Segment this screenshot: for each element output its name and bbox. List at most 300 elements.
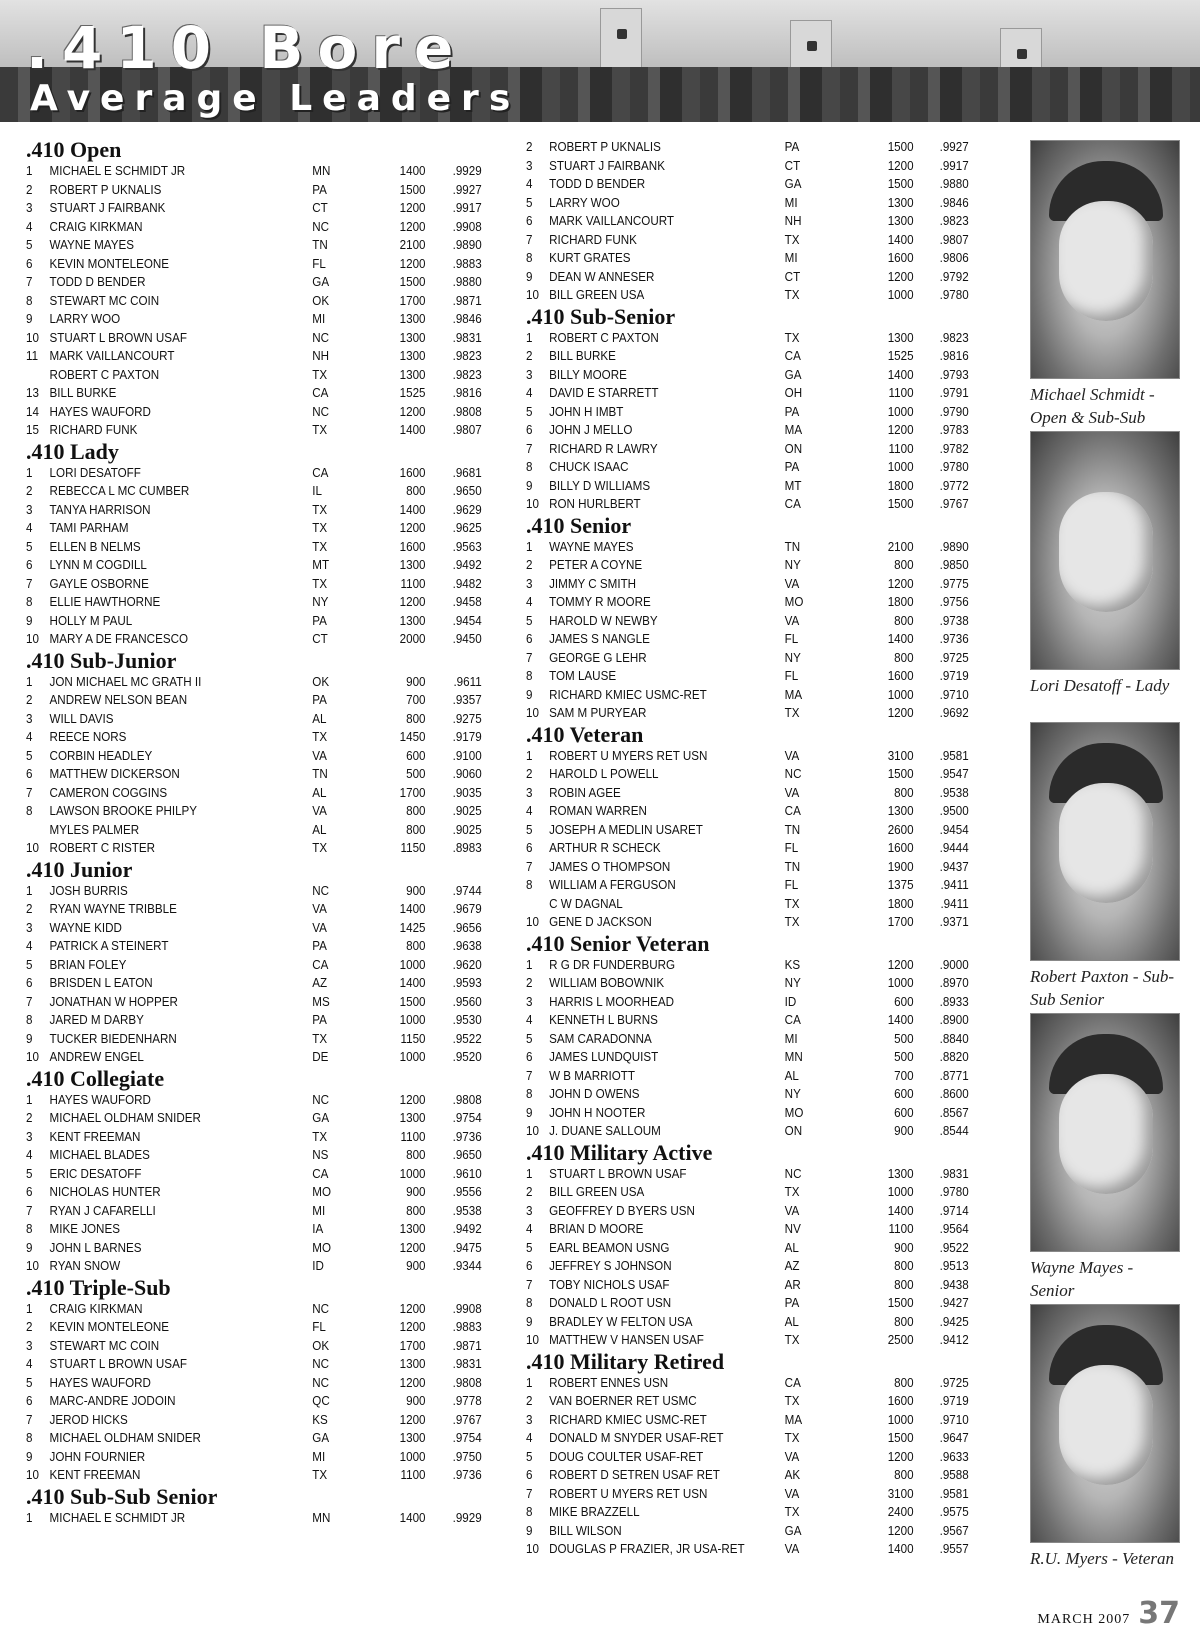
state-cell: CA bbox=[784, 349, 801, 363]
leader-row bbox=[26, 802, 482, 821]
average-cell: .9588 bbox=[939, 1468, 969, 1482]
leader-row bbox=[526, 1165, 969, 1184]
rank-cell: 3 bbox=[26, 1129, 33, 1144]
rank-cell: 10 bbox=[26, 1468, 39, 1482]
shooter-name-cell: KENT FREEMAN bbox=[49, 1468, 141, 1482]
rank-cell: 8 bbox=[26, 595, 33, 609]
leader-row bbox=[526, 1257, 969, 1276]
leader-row bbox=[526, 157, 969, 176]
rank-cell: 10 bbox=[26, 1259, 39, 1273]
leader-row bbox=[26, 162, 482, 181]
rank-cell: 10 bbox=[26, 841, 39, 855]
targets-cell: 1200 bbox=[887, 269, 914, 284]
average-cell: .9681 bbox=[452, 465, 482, 480]
leader-row bbox=[526, 704, 969, 723]
leader-row bbox=[26, 329, 482, 348]
state-cell: NH bbox=[312, 349, 330, 363]
state-cell: MA bbox=[784, 423, 803, 437]
state-cell: MO bbox=[312, 1240, 332, 1255]
state-cell: FL bbox=[784, 632, 799, 646]
shooter-name-cell: ROBERT P UKNALIS bbox=[49, 182, 162, 197]
state-cell: FL bbox=[784, 841, 799, 855]
leader-row bbox=[26, 273, 482, 292]
targets-cell: 1200 bbox=[399, 521, 426, 535]
photo-caption: Robert Paxton - Sub-Sub Senior bbox=[1030, 967, 1174, 1009]
leader-row bbox=[26, 1146, 482, 1165]
targets-cell: 2400 bbox=[887, 1505, 914, 1519]
leader-row bbox=[26, 673, 482, 692]
targets-cell: 1300 bbox=[887, 214, 914, 228]
targets-cell: 1300 bbox=[887, 804, 914, 818]
shooter-name-cell: ROBERT C RISTER bbox=[49, 841, 156, 855]
section-title: .410 Sub-Senior bbox=[526, 303, 676, 329]
shooter-name-cell: J. DUANE SALLOUM bbox=[549, 1124, 661, 1138]
average-cell: .9890 bbox=[452, 238, 482, 252]
targets-cell: 500 bbox=[894, 1050, 914, 1064]
average-cell: .9522 bbox=[939, 1240, 969, 1255]
leader-row bbox=[526, 1030, 969, 1049]
average-cell: .9710 bbox=[939, 687, 969, 702]
rank-cell: 8 bbox=[526, 1505, 533, 1519]
state-cell: TX bbox=[784, 232, 800, 247]
rank-cell: 2 bbox=[526, 767, 533, 781]
shooter-name-cell: BILL BURKE bbox=[549, 349, 616, 363]
rank-cell: 3 bbox=[526, 158, 533, 173]
state-cell: TX bbox=[312, 1031, 328, 1046]
average-cell: .9871 bbox=[452, 293, 482, 308]
shooter-name-cell: REBECCA L MC CUMBER bbox=[49, 484, 190, 498]
shooter-name-cell: MARC-ANDRE JODOIN bbox=[49, 1394, 176, 1408]
shooter-name-cell: STUART L BROWN USAF bbox=[549, 1166, 687, 1181]
leader-row bbox=[526, 802, 969, 821]
targets-cell: 1400 bbox=[399, 502, 426, 517]
average-cell: .9522 bbox=[452, 1031, 482, 1046]
shooter-name-cell: ROBERT D SETREN USAF RET bbox=[549, 1468, 720, 1482]
shooter-name-cell: GENE D JACKSON bbox=[549, 915, 652, 929]
average-cell: .9790 bbox=[939, 404, 969, 419]
state-cell: VA bbox=[784, 1542, 800, 1556]
rank-cell: 9 bbox=[26, 312, 33, 326]
average-cell: .9880 bbox=[939, 177, 969, 191]
shooter-name-cell: JEFFREY S JOHNSON bbox=[549, 1259, 672, 1273]
leader-row bbox=[26, 956, 482, 975]
shooter-name-cell: WAYNE MAYES bbox=[549, 539, 634, 554]
targets-cell: 1500 bbox=[887, 767, 914, 781]
face-shape bbox=[1059, 492, 1153, 612]
average-cell: .9492 bbox=[452, 558, 482, 572]
targets-cell: 1200 bbox=[399, 256, 426, 271]
average-cell: .9629 bbox=[452, 502, 482, 517]
shooter-name-cell: TODD D BENDER bbox=[49, 275, 146, 289]
average-cell: .9500 bbox=[939, 804, 969, 818]
rank-cell: 6 bbox=[26, 1394, 33, 1408]
targets-cell: 900 bbox=[406, 674, 426, 689]
leader-row bbox=[26, 1411, 482, 1430]
targets-cell: 1000 bbox=[399, 1449, 426, 1464]
state-cell: NC bbox=[312, 404, 330, 419]
state-cell: AZ bbox=[312, 976, 328, 990]
leader-row bbox=[526, 649, 969, 668]
portrait-photo-cap bbox=[1030, 1304, 1180, 1543]
rank-cell: 1 bbox=[526, 1375, 533, 1390]
leader-row bbox=[526, 1220, 969, 1239]
section-title: .410 Veteran bbox=[526, 721, 644, 747]
targets-cell: 1000 bbox=[887, 687, 914, 702]
targets-cell: 1800 bbox=[887, 595, 914, 609]
state-cell: PA bbox=[312, 939, 327, 953]
state-cell: NS bbox=[312, 1148, 329, 1162]
state-cell: NY bbox=[784, 650, 801, 665]
rank-cell: 1 bbox=[526, 748, 533, 763]
leader-row bbox=[526, 556, 969, 575]
leader-row bbox=[26, 366, 482, 385]
rank-cell: 7 bbox=[526, 1277, 533, 1292]
shooter-name-cell: EARL BEAMON USNG bbox=[549, 1240, 670, 1255]
state-cell: TX bbox=[312, 1129, 328, 1144]
state-cell: GA bbox=[784, 1523, 802, 1538]
leader-row bbox=[526, 329, 969, 348]
shooter-name-cell: ROBERT C PAXTON bbox=[49, 367, 160, 382]
targets-cell: 1600 bbox=[399, 539, 426, 554]
leader-row bbox=[526, 876, 969, 895]
rank-cell: 10 bbox=[26, 1050, 39, 1064]
targets-cell: 1600 bbox=[887, 841, 914, 855]
state-cell: AR bbox=[784, 1277, 801, 1292]
average-cell: .9736 bbox=[452, 1468, 482, 1482]
rank-cell: 3 bbox=[26, 502, 33, 517]
average-cell: .9650 bbox=[452, 484, 482, 498]
leader-row bbox=[526, 993, 969, 1012]
rank-cell: 6 bbox=[26, 256, 33, 271]
average-cell: .9458 bbox=[452, 595, 482, 609]
shooter-name-cell: KURT GRATES bbox=[549, 251, 631, 265]
shooter-name-cell: SAM M PURYEAR bbox=[549, 706, 647, 720]
targets-cell: 1500 bbox=[887, 497, 914, 511]
shooter-name-cell: NICHOLAS HUNTER bbox=[49, 1185, 161, 1199]
shooter-name-cell: ELLIE HAWTHORNE bbox=[49, 595, 161, 609]
state-cell: TX bbox=[312, 539, 328, 554]
state-cell: OK bbox=[312, 293, 330, 308]
state-cell: CA bbox=[784, 1013, 801, 1027]
average-cell: .8970 bbox=[939, 976, 969, 990]
rank-cell: 9 bbox=[526, 269, 533, 284]
rank-cell: 4 bbox=[26, 730, 33, 744]
leader-row bbox=[26, 1337, 482, 1356]
face-shape bbox=[1059, 201, 1153, 321]
average-cell: .9563 bbox=[452, 539, 482, 554]
rank-cell: 2 bbox=[26, 902, 33, 916]
average-cell: .9567 bbox=[939, 1523, 969, 1538]
state-cell: TX bbox=[784, 915, 800, 929]
leader-row bbox=[526, 1085, 969, 1104]
leader-row bbox=[26, 1448, 482, 1467]
leader-row bbox=[526, 974, 969, 993]
rank-cell: 8 bbox=[26, 804, 33, 818]
state-cell: PA bbox=[312, 613, 327, 628]
state-cell: CA bbox=[312, 386, 329, 400]
leader-row bbox=[26, 821, 482, 840]
targets-cell: 1200 bbox=[887, 1523, 914, 1538]
targets-cell: 800 bbox=[894, 650, 914, 665]
leader-row bbox=[526, 784, 969, 803]
shooter-name-cell: JOHN H IMBT bbox=[549, 404, 624, 419]
targets-cell: 800 bbox=[894, 613, 914, 628]
targets-cell: 1200 bbox=[399, 595, 426, 609]
targets-cell: 800 bbox=[406, 939, 426, 953]
shooter-name-cell: KENT FREEMAN bbox=[49, 1129, 141, 1144]
average-cell: .9846 bbox=[452, 312, 482, 326]
average-cell: .8900 bbox=[939, 1013, 969, 1027]
shooter-name-cell: JOHN D OWENS bbox=[549, 1087, 640, 1101]
average-cell: .9780 bbox=[939, 460, 969, 474]
leader-row bbox=[26, 784, 482, 803]
average-cell: .9929 bbox=[452, 164, 482, 178]
rank-cell: 2 bbox=[26, 484, 33, 498]
shooter-name-cell: KEVIN MONTELEONE bbox=[49, 1320, 170, 1334]
leader-row bbox=[26, 482, 482, 501]
shooter-name-cell: MYLES PALMER bbox=[49, 822, 140, 837]
targets-cell: 1000 bbox=[887, 288, 914, 302]
leader-row bbox=[526, 194, 969, 213]
shooter-name-cell: ROBERT U MYERS RET USN bbox=[549, 1486, 708, 1501]
state-cell: TX bbox=[784, 1185, 800, 1199]
targets-cell: 1400 bbox=[399, 902, 426, 916]
shooter-name-cell: WAYNE KIDD bbox=[49, 920, 122, 935]
shooter-name-cell: MIKE BRAZZELL bbox=[549, 1505, 640, 1519]
shooter-name-cell: MICHAEL BLADES bbox=[49, 1148, 150, 1162]
shooter-name-cell: KEVIN MONTELEONE bbox=[49, 256, 170, 271]
leader-row bbox=[26, 1466, 482, 1485]
state-cell: AZ bbox=[784, 1259, 800, 1273]
state-cell: VA bbox=[784, 1486, 800, 1501]
state-cell: AL bbox=[312, 822, 327, 837]
average-cell: .9427 bbox=[939, 1296, 969, 1310]
rank-cell: 7 bbox=[26, 1203, 33, 1218]
shooter-name-cell: W B MARRIOTT bbox=[549, 1068, 635, 1083]
targets-cell: 1425 bbox=[399, 920, 426, 935]
state-cell: MT bbox=[312, 558, 330, 572]
targets-cell: 1200 bbox=[399, 1375, 426, 1390]
rank-cell: 9 bbox=[526, 478, 533, 493]
shooter-name-cell: WAYNE MAYES bbox=[49, 238, 134, 252]
state-cell: TX bbox=[784, 288, 800, 302]
rank-cell: 6 bbox=[26, 1185, 33, 1199]
average-cell: .9725 bbox=[939, 650, 969, 665]
average-cell: .9754 bbox=[452, 1111, 482, 1125]
targets-cell: 1400 bbox=[399, 423, 426, 437]
leader-row bbox=[526, 1183, 969, 1202]
shooter-name-cell: JAMES S NANGLE bbox=[549, 632, 650, 646]
shooter-name-cell: ROBERT U MYERS RET USN bbox=[549, 748, 708, 763]
shooter-name-cell: GEOFFREY D BYERS USN bbox=[549, 1203, 695, 1218]
targets-cell: 1300 bbox=[399, 330, 426, 345]
leader-row bbox=[526, 1429, 969, 1448]
state-cell: MI bbox=[784, 251, 798, 265]
rank-cell: 7 bbox=[26, 785, 33, 800]
shooter-name-cell: ROBERT C PAXTON bbox=[549, 330, 659, 345]
shooter-name-cell: STUART L BROWN USAF bbox=[49, 330, 187, 345]
average-cell: .9927 bbox=[452, 182, 482, 197]
leader-row bbox=[526, 895, 969, 914]
targets-cell: 600 bbox=[406, 748, 426, 763]
rank-cell: 7 bbox=[526, 441, 533, 456]
average-cell: .9823 bbox=[939, 330, 969, 345]
targets-cell: 800 bbox=[406, 711, 426, 726]
state-cell: VA bbox=[312, 804, 327, 818]
rank-cell: 3 bbox=[26, 920, 33, 935]
leader-row bbox=[526, 686, 969, 705]
state-cell: TX bbox=[784, 1333, 800, 1347]
rank-cell: 2 bbox=[26, 182, 33, 197]
shooter-name-cell: WILL DAVIS bbox=[49, 711, 114, 726]
average-cell: .9816 bbox=[452, 386, 482, 400]
leader-row bbox=[26, 538, 482, 557]
state-cell: TX bbox=[312, 423, 328, 437]
state-cell: TX bbox=[312, 521, 328, 535]
average-cell: .9775 bbox=[939, 576, 969, 591]
state-cell: MA bbox=[784, 687, 803, 702]
state-cell: FL bbox=[784, 878, 799, 892]
shooter-name-cell: ELLEN B NELMS bbox=[49, 539, 141, 554]
targets-cell: 1100 bbox=[888, 386, 914, 400]
average-cell: .9100 bbox=[452, 748, 482, 763]
shooter-name-cell: PATRICK A STEINERT bbox=[49, 939, 169, 953]
shooter-name-cell: GEORGE G LEHR bbox=[549, 650, 647, 665]
leader-row bbox=[526, 477, 969, 496]
targets-cell: 1000 bbox=[887, 1185, 914, 1199]
rank-cell: 6 bbox=[526, 1050, 533, 1064]
targets-cell: 800 bbox=[894, 1468, 914, 1482]
state-cell: NC bbox=[312, 1357, 330, 1371]
shooter-name-cell: HAYES WAUFORD bbox=[49, 1092, 151, 1107]
leader-row bbox=[526, 440, 969, 459]
shooter-name-cell: LORI DESATOFF bbox=[49, 465, 141, 480]
targets-cell: 1200 bbox=[887, 706, 914, 720]
rank-cell bbox=[26, 821, 50, 840]
rank-cell: 6 bbox=[26, 976, 33, 990]
targets-cell: 1200 bbox=[887, 576, 914, 591]
leader-row bbox=[26, 1429, 482, 1448]
targets-cell: 1700 bbox=[399, 293, 426, 308]
targets-cell: 1300 bbox=[399, 367, 426, 382]
average-cell: .9927 bbox=[939, 140, 969, 154]
state-cell: TN bbox=[312, 767, 328, 781]
rank-cell: 4 bbox=[526, 386, 533, 400]
shooter-name-cell: RYAN J CAFARELLI bbox=[49, 1203, 156, 1218]
targets-cell: 800 bbox=[894, 558, 914, 572]
shooter-name-cell: RYAN WAYNE TRIBBLE bbox=[49, 902, 177, 916]
leader-row bbox=[526, 1374, 969, 1393]
average-cell: .9412 bbox=[939, 1333, 969, 1347]
portrait-photo-cap bbox=[1030, 1013, 1180, 1252]
average-cell: .9850 bbox=[939, 558, 969, 572]
shooter-name-cell: RICHARD KMIEC USMC-RET bbox=[549, 1412, 707, 1427]
state-cell: KS bbox=[784, 957, 801, 972]
shooter-name-cell: BRADLEY W FELTON USA bbox=[549, 1314, 693, 1329]
targets-cell: 600 bbox=[894, 994, 914, 1009]
state-cell: CT bbox=[312, 632, 328, 646]
average-cell: .9823 bbox=[452, 349, 482, 363]
leader-row bbox=[526, 249, 969, 268]
state-cell: CT bbox=[784, 269, 801, 284]
targets-cell: 1300 bbox=[887, 330, 914, 345]
rank-cell: 5 bbox=[526, 404, 533, 419]
average-cell: .9444 bbox=[939, 841, 969, 855]
state-cell: MA bbox=[784, 1412, 803, 1427]
average-cell: .8567 bbox=[939, 1105, 969, 1120]
average-cell: .8933 bbox=[939, 994, 969, 1009]
state-cell: NY bbox=[312, 595, 329, 609]
leader-row bbox=[26, 1202, 482, 1221]
shooter-name-cell: CAMERON COGGINS bbox=[49, 785, 168, 800]
average-cell: .9025 bbox=[452, 822, 482, 837]
targets-cell: 1100 bbox=[888, 1222, 914, 1236]
average-cell: .9371 bbox=[939, 915, 969, 929]
section-title: .410 Open bbox=[26, 137, 122, 162]
leader-row bbox=[26, 199, 482, 218]
targets-cell: 500 bbox=[894, 1031, 914, 1046]
rank-cell: 6 bbox=[26, 767, 33, 781]
rank-cell: 10 bbox=[526, 915, 539, 929]
targets-cell: 900 bbox=[406, 1259, 426, 1273]
rank-cell: 3 bbox=[526, 367, 533, 382]
leader-row bbox=[26, 1030, 482, 1049]
rank-cell: 1 bbox=[26, 883, 33, 898]
state-cell: PA bbox=[784, 404, 800, 419]
targets-cell: 1700 bbox=[399, 785, 426, 800]
average-cell: .9808 bbox=[452, 1375, 482, 1390]
average-cell: .9831 bbox=[452, 1357, 482, 1371]
shooter-name-cell: C W DAGNAL bbox=[549, 896, 623, 911]
targets-cell: 1500 bbox=[887, 1431, 914, 1445]
average-cell: .9425 bbox=[939, 1314, 969, 1329]
portrait-photo-cap bbox=[1030, 140, 1180, 379]
targets-cell: 1600 bbox=[887, 669, 914, 683]
targets-cell: 500 bbox=[406, 767, 426, 781]
targets-cell: 600 bbox=[894, 1087, 914, 1101]
rank-cell: 8 bbox=[526, 1087, 533, 1101]
leader-row bbox=[26, 1355, 482, 1374]
leader-row bbox=[26, 1011, 482, 1030]
state-cell: FL bbox=[312, 1320, 326, 1334]
rank-cell: 6 bbox=[526, 841, 533, 855]
targets-cell: 1400 bbox=[887, 1542, 914, 1556]
average-cell: .9538 bbox=[452, 1203, 482, 1218]
average-cell: .9890 bbox=[939, 539, 969, 554]
rank-cell: 8 bbox=[26, 1431, 33, 1445]
state-cell: VA bbox=[784, 1203, 800, 1218]
leader-row bbox=[26, 403, 482, 422]
average-cell: .9638 bbox=[452, 939, 482, 953]
leader-row bbox=[526, 458, 969, 477]
rank-cell: 11 bbox=[26, 349, 39, 363]
shooter-name-cell: JOHN J MELLO bbox=[549, 423, 633, 437]
average-cell: .9581 bbox=[939, 1486, 969, 1501]
targets-cell: 2100 bbox=[887, 539, 914, 554]
shooter-name-cell: GAYLE OSBORNE bbox=[49, 576, 149, 591]
state-cell: AK bbox=[784, 1468, 801, 1482]
average-cell: .9344 bbox=[452, 1259, 482, 1273]
targets-cell: 800 bbox=[894, 1314, 914, 1329]
average-cell: .9846 bbox=[939, 195, 969, 210]
rank-cell: 3 bbox=[526, 576, 533, 591]
leader-row bbox=[26, 556, 482, 575]
shooter-name-cell: STEWART MC COIN bbox=[49, 1338, 160, 1353]
shooter-name-cell: BILLY MOORE bbox=[549, 367, 627, 382]
state-cell: NY bbox=[784, 976, 801, 990]
state-cell: ON bbox=[784, 1124, 803, 1138]
section-title: .410 Sub-Sub Senior bbox=[26, 1483, 218, 1509]
